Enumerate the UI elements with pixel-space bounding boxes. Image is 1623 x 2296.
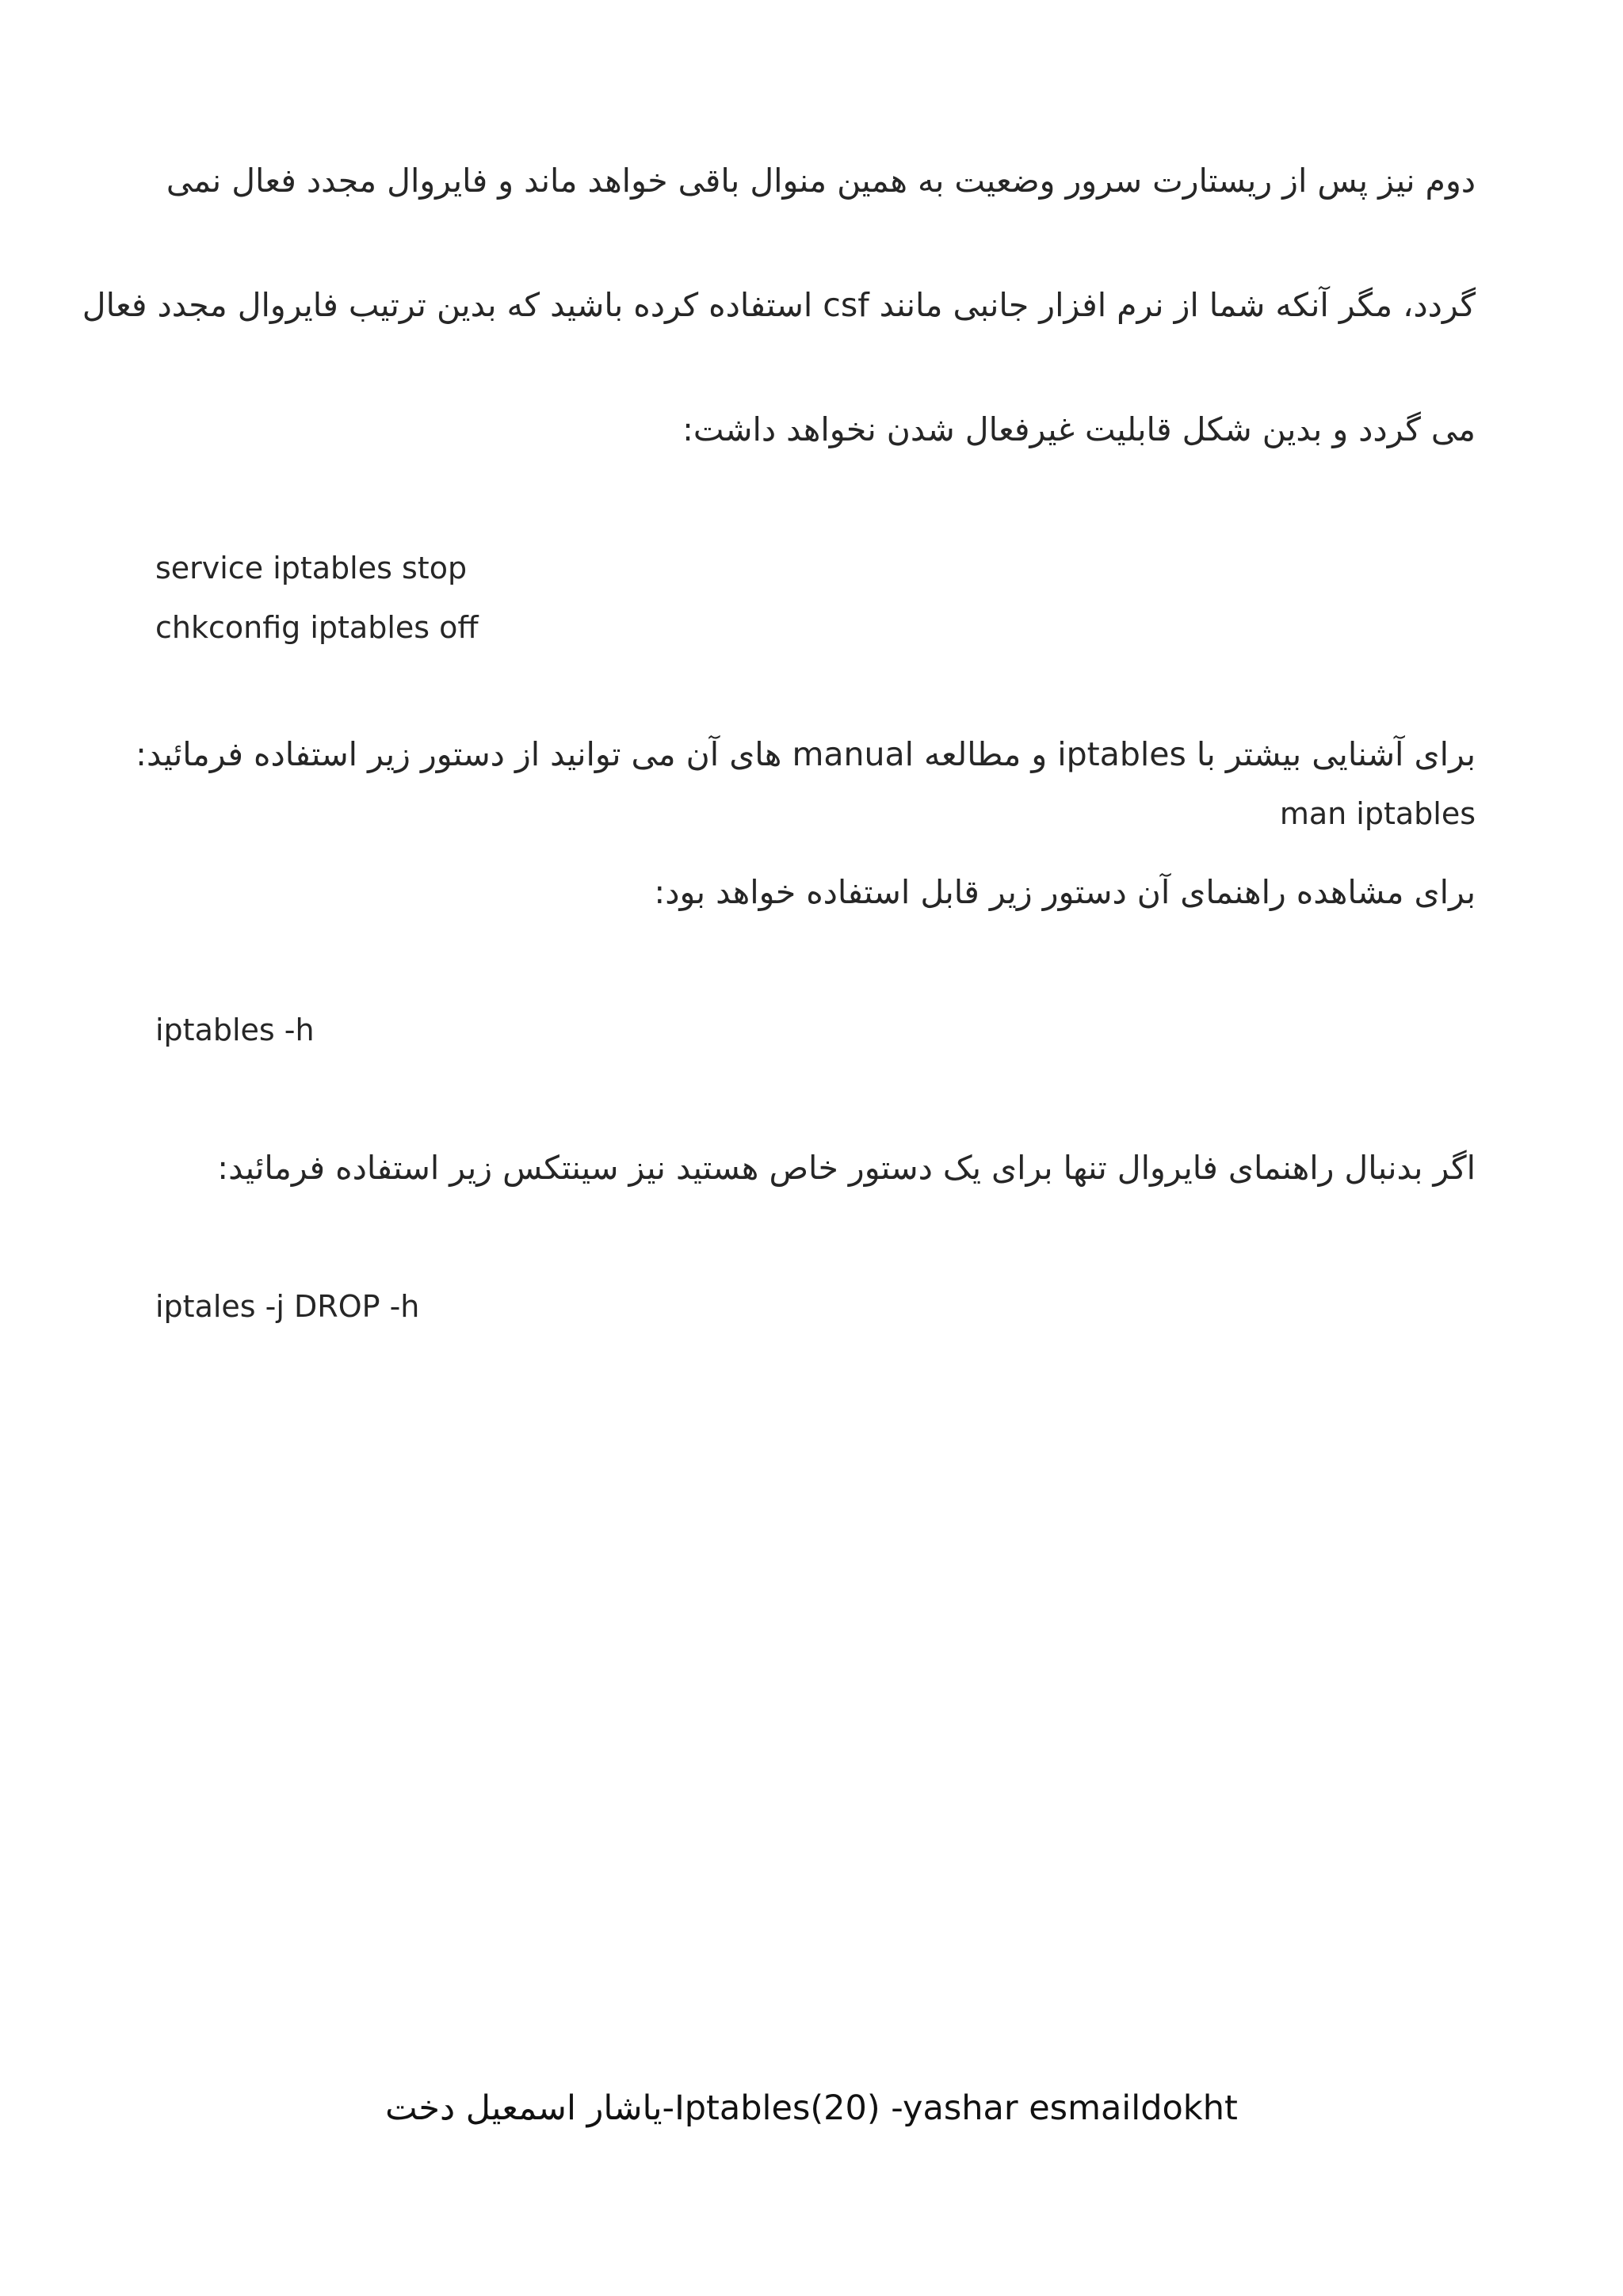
footer-title: Iptables(20) -yashar esmaildokht — [674, 2088, 1238, 2128]
page-footer — [0, 2088, 1623, 2128]
paragraph-3-line-1: اگر بدنبال راهنمای فایروال تنها برای یک دستور خاص هستید نیز سینتکس زیر استفاده فرمائید: — [217, 1149, 1476, 1187]
paragraph-2-line-2: برای مشاهده راهنمای آن دستور زیر قابل استفاده خواهد بود: — [654, 873, 1476, 911]
paragraph-1-line-3: می گردد و بدین شکل قابلیت غیرفعال شدن نخواهد داشت: — [682, 410, 1476, 448]
command-man-iptables: man iptables — [1279, 796, 1476, 831]
command-iptales-drop-help: iptales -j DROP -h — [155, 1289, 420, 1324]
footer-author-fa: یاشار اسمعیل دخت — [385, 2088, 663, 2128]
command-service-stop: service iptables stop — [155, 551, 468, 585]
footer-separator: - — [662, 2088, 675, 2128]
command-iptables-help: iptables -h — [155, 1013, 315, 1047]
command-chkconfig-off: chkconfig iptables off — [155, 610, 479, 645]
paragraph-2-line-1: برای آشنایی بیشتر با iptables و مطالعه manual های آن می توانید از دستور زیر استفاده فرمائید: — [136, 735, 1476, 773]
paragraph-1-line-1: دوم نیز پس از ریستارت سرور وضعیت به همین منوال باقی خواهد ماند و فایروال مجدد فعال نمی — [166, 162, 1476, 200]
paragraph-1-line-2: گردد، مگر آنکه شما از نرم افزار جانبی مانند csf استفاده کرده باشید که بدین ترتیب فایروال مجدد فعال — [82, 286, 1476, 324]
